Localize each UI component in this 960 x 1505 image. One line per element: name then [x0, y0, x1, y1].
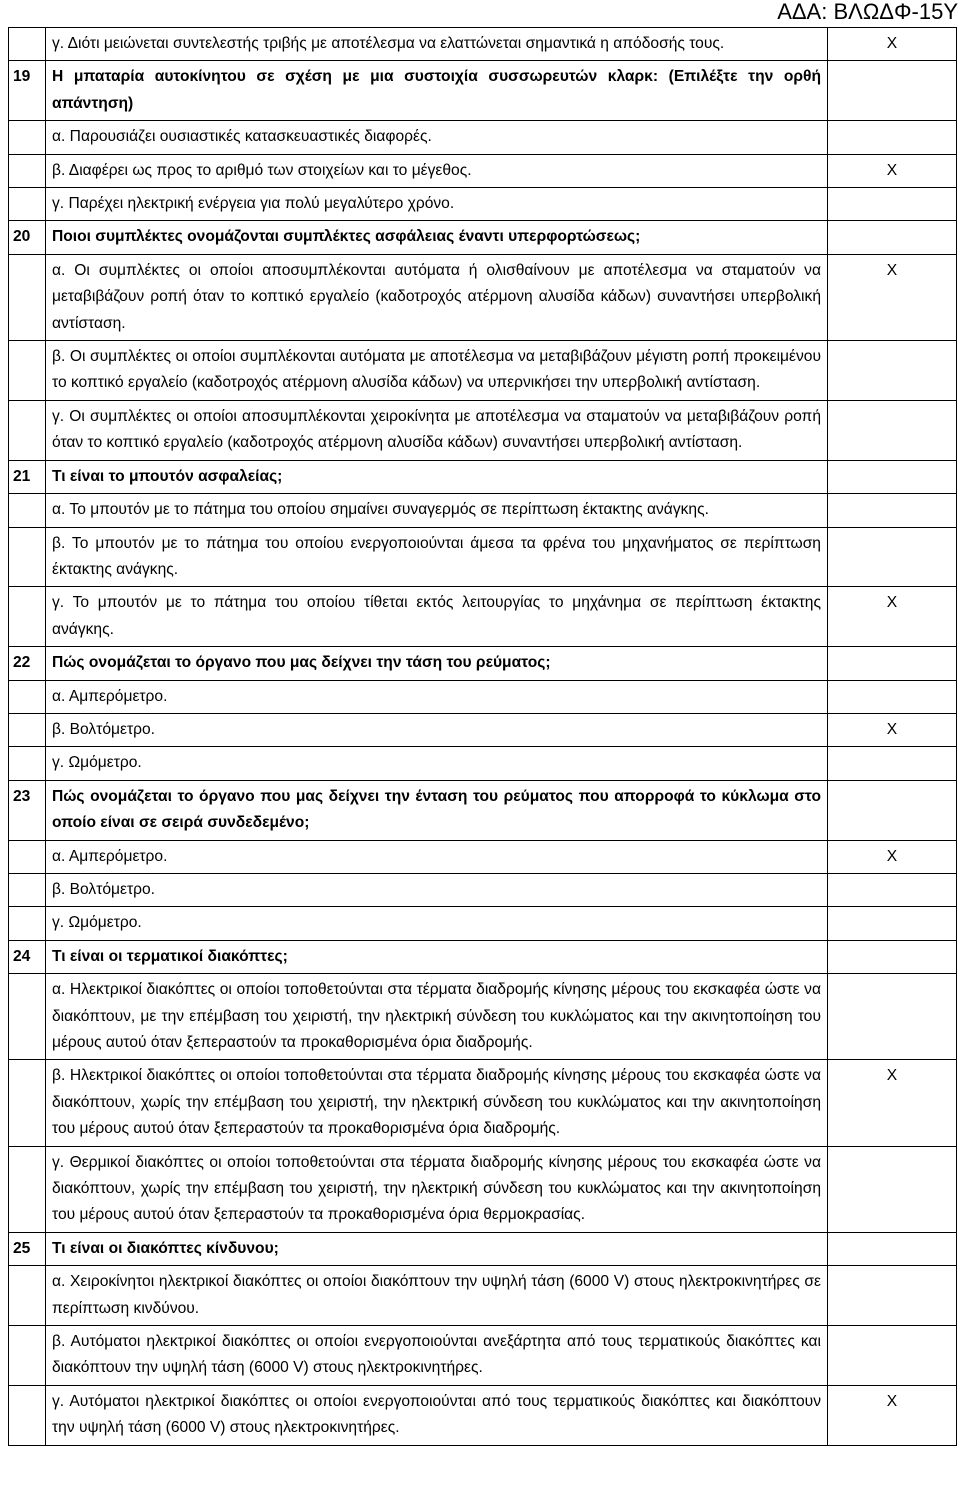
question-number	[9, 28, 46, 61]
correct-answer-mark	[828, 527, 957, 587]
answer-text: α. Αμπερόμετρο.	[46, 840, 828, 873]
document-code: ΑΔΑ: ΒΛΩΔΦ-15Υ	[777, 0, 958, 24]
question-text: Τι είναι οι τερματικοί διακόπτες;	[46, 940, 828, 973]
correct-answer-mark	[828, 940, 957, 973]
correct-answer-mark: X	[828, 154, 957, 187]
answer-row	[9, 527, 957, 587]
answer-row	[9, 1060, 957, 1146]
correct-answer-mark	[828, 400, 957, 460]
question-number	[9, 587, 46, 647]
correct-answer-mark: X	[828, 840, 957, 873]
correct-answer-mark: X	[828, 1060, 957, 1146]
question-number	[9, 974, 46, 1060]
question-number: 22	[9, 647, 46, 680]
question-text: Πώς ονομάζεται το όργανο που μας δείχνει την ένταση του ρεύματος που απορροφά το κύκλωμα στο οποίο είναι σε σειρά συνδεδεμένο;	[46, 780, 828, 840]
question-number	[9, 1146, 46, 1232]
answer-text: γ. Οι συμπλέκτες οι οποίοι αποσυμπλέκονται χειροκίνητα με αποτέλεσμα να σταματούν να μεταβιβάζουν ροπή όταν το κοπτικό εργαλείο (καδοτροχός ατέρμονη αλυσίδα κάδων) συναντήσει υπερβολική αντίσταση.	[46, 400, 828, 460]
question-number	[9, 254, 46, 340]
answer-text: β. Ηλεκτρικοί διακόπτες οι οποίοι τοποθετούνται στα τέρματα διαδρομής κίνησης μέρους του εκσκαφέα ώστε να διακόπτουν, χωρίς την επέμβαση του χειριστή, την ηλεκτρική σύνδεση του κυκλώματος και την ακινητοποίηση του μέρους αυτού όταν ξεπεραστούν τα προκαθορισμένα όρια διαδρομής.	[46, 1060, 828, 1146]
answer-text: γ. Ωμόμετρο.	[46, 747, 828, 780]
correct-answer-mark	[828, 121, 957, 154]
answer-row	[9, 400, 957, 460]
correct-answer-mark	[828, 460, 957, 493]
answer-row	[9, 587, 957, 647]
question-row	[9, 61, 957, 121]
question-text: Ποιοι συμπλέκτες ονομάζονται συμπλέκτες ασφάλειας έναντι υπερφορτώσεως;	[46, 221, 828, 254]
question-text: Η μπαταρία αυτοκίνητου σε σχέση με μια συστοιχία συσσωρευτών κλαρκ: (Επιλέξτε την ορθή απάντηση)	[46, 61, 828, 121]
answer-row	[9, 747, 957, 780]
correct-answer-mark	[828, 974, 957, 1060]
answer-text: γ. Ωμόμετρο.	[46, 907, 828, 940]
question-number	[9, 873, 46, 906]
correct-answer-mark	[828, 907, 957, 940]
correct-answer-mark	[828, 873, 957, 906]
question-row	[9, 780, 957, 840]
correct-answer-mark	[828, 647, 957, 680]
answer-text: β. Βολτόμετρο.	[46, 873, 828, 906]
correct-answer-mark	[828, 1232, 957, 1265]
answer-text: γ. Διότι μειώνεται συντελεστής τριβής με αποτέλεσμα να ελαττώνεται σημαντικά η απόδοσής τους.	[46, 28, 828, 61]
question-number	[9, 1266, 46, 1326]
answer-text: β. Αυτόματοι ηλεκτρικοί διακόπτες οι οποίοι ενεργοποιούνται ανεξάρτητα από τους τερματικούς διακόπτες και διακόπτουν την υψηλή τάση (6000 V) στους ηλεκτροκινητήρες.	[46, 1326, 828, 1386]
answer-text: γ. Το μπουτόν με το πάτημα του οποίου τίθεται εκτός λειτουργίας το μηχάνημα σε περίπτωση έκτακτης ανάγκης.	[46, 587, 828, 647]
correct-answer-mark	[828, 1326, 957, 1386]
correct-answer-mark	[828, 188, 957, 221]
answer-row	[9, 121, 957, 154]
answer-row	[9, 254, 957, 340]
question-number	[9, 154, 46, 187]
answer-text: β. Οι συμπλέκτες οι οποίοι συμπλέκονται αυτόματα με αποτέλεσμα να μεταβιβάζουν μέγιστη ροπή προκειμένου το κοπτικό εργαλείο (καδοτροχός ατέρμονη αλυσίδα κάδων) να υπερνικήσει την υπερβολική αντίσταση.	[46, 341, 828, 401]
question-number	[9, 341, 46, 401]
question-number: 19	[9, 61, 46, 121]
question-number	[9, 713, 46, 746]
question-number	[9, 840, 46, 873]
question-number: 21	[9, 460, 46, 493]
question-text: Τι είναι οι διακόπτες κίνδυνου;	[46, 1232, 828, 1265]
answer-row	[9, 1326, 957, 1386]
correct-answer-mark: X	[828, 713, 957, 746]
answer-text: γ. Αυτόματοι ηλεκτρικοί διακόπτες οι οποίοι ενεργοποιούνται από τους τερματικούς διακόπτες και διακόπτουν την υψηλή τάση (6000 V) στους ηλεκτροκινητήρες.	[46, 1385, 828, 1445]
answer-row	[9, 494, 957, 527]
answer-text: β. Το μπουτόν με το πάτημα του οποίου ενεργοποιούνται άμεσα τα φρένα του μηχανήματος σε περίπτωση έκτακτης ανάγκης.	[46, 527, 828, 587]
answer-text: β. Βολτόμετρο.	[46, 713, 828, 746]
answer-row	[9, 873, 957, 906]
correct-answer-mark	[828, 1266, 957, 1326]
correct-answer-mark	[828, 780, 957, 840]
answer-text: β. Διαφέρει ως προς το αριθμό των στοιχείων και το μέγεθος.	[46, 154, 828, 187]
correct-answer-mark	[828, 61, 957, 121]
correct-answer-mark	[828, 494, 957, 527]
correct-answer-mark: X	[828, 587, 957, 647]
correct-answer-mark	[828, 1146, 957, 1232]
answer-text: α. Παρουσιάζει ουσιαστικές κατασκευαστικές διαφορές.	[46, 121, 828, 154]
question-row	[9, 460, 957, 493]
question-number	[9, 907, 46, 940]
questions-table-body	[9, 28, 957, 1446]
correct-answer-mark: X	[828, 1385, 957, 1445]
question-number	[9, 527, 46, 587]
question-row	[9, 940, 957, 973]
answer-row	[9, 840, 957, 873]
question-number	[9, 747, 46, 780]
answer-row	[9, 1385, 957, 1445]
answer-row	[9, 680, 957, 713]
answer-row	[9, 1146, 957, 1232]
correct-answer-mark: X	[828, 28, 957, 61]
correct-answer-mark	[828, 221, 957, 254]
question-number	[9, 1326, 46, 1386]
question-number	[9, 121, 46, 154]
question-number	[9, 188, 46, 221]
correct-answer-mark: X	[828, 254, 957, 340]
questions-table	[8, 27, 957, 1446]
answer-text: α. Το μπουτόν με το πάτημα του οποίου σημαίνει συναγερμός σε περίπτωση έκτακτης ανάγκης.	[46, 494, 828, 527]
question-number	[9, 1385, 46, 1445]
answer-row	[9, 907, 957, 940]
answer-row	[9, 974, 957, 1060]
question-row	[9, 1232, 957, 1265]
question-row	[9, 647, 957, 680]
question-number	[9, 680, 46, 713]
answer-text: γ. Παρέχει ηλεκτρική ενέργεια για πολύ μεγαλύτερο χρόνο.	[46, 188, 828, 221]
answer-row	[9, 188, 957, 221]
question-number: 24	[9, 940, 46, 973]
answer-row	[9, 28, 957, 61]
answer-text: γ. Θερμικοί διακόπτες οι οποίοι τοποθετούνται στα τέρματα διαδρομής κίνησης μέρους του εκσκαφέα ώστε να διακόπτουν, χωρίς την επέμβαση του χειριστή, την ηλεκτρική σύνδεση του κυκλώματος και την ακινητοποίηση του μέρους αυτού όταν ξεπεραστούν τα προκαθορισμένα όρια θερμοκρασίας.	[46, 1146, 828, 1232]
answer-text: α. Ηλεκτρικοί διακόπτες οι οποίοι τοποθετούνται στα τέρματα διαδρομής κίνησης μέρους του εκσκαφέα ώστε να διακόπτουν, με την επέμβαση του χειριστή, την ηλεκτρική σύνδεση του κυκλώματος και την ακινητοποίηση του μέρους αυτού όταν ξεπεραστούν τα προκαθορισμένα όρια διαδρομής.	[46, 974, 828, 1060]
question-number: 25	[9, 1232, 46, 1265]
question-number: 23	[9, 780, 46, 840]
answer-row	[9, 154, 957, 187]
correct-answer-mark	[828, 747, 957, 780]
question-row	[9, 221, 957, 254]
question-number: 20	[9, 221, 46, 254]
answer-text: α. Αμπερόμετρο.	[46, 680, 828, 713]
question-number	[9, 1060, 46, 1146]
question-number	[9, 494, 46, 527]
answer-row	[9, 713, 957, 746]
correct-answer-mark	[828, 341, 957, 401]
question-text: Τι είναι το μπουτόν ασφαλείας;	[46, 460, 828, 493]
correct-answer-mark	[828, 680, 957, 713]
answer-text: α. Χειροκίνητοι ηλεκτρικοί διακόπτες οι οποίοι διακόπτουν την υψηλή τάση (6000 V) στους ηλεκτροκινητήρες σε περίπτωση κινδύνου.	[46, 1266, 828, 1326]
question-number	[9, 400, 46, 460]
question-text: Πώς ονομάζεται το όργανο που μας δείχνει την τάση του ρεύματος;	[46, 647, 828, 680]
answer-text: α. Οι συμπλέκτες οι οποίοι αποσυμπλέκονται αυτόματα ή ολισθαίνουν με αποτέλεσμα να σταματούν να μεταβιβάζουν ροπή όταν το κοπτικό εργαλείο (καδοτροχός ατέρμονη αλυσίδα κάδων) συναντήσει υπερβολική αντίσταση.	[46, 254, 828, 340]
answer-row	[9, 341, 957, 401]
answer-row	[9, 1266, 957, 1326]
